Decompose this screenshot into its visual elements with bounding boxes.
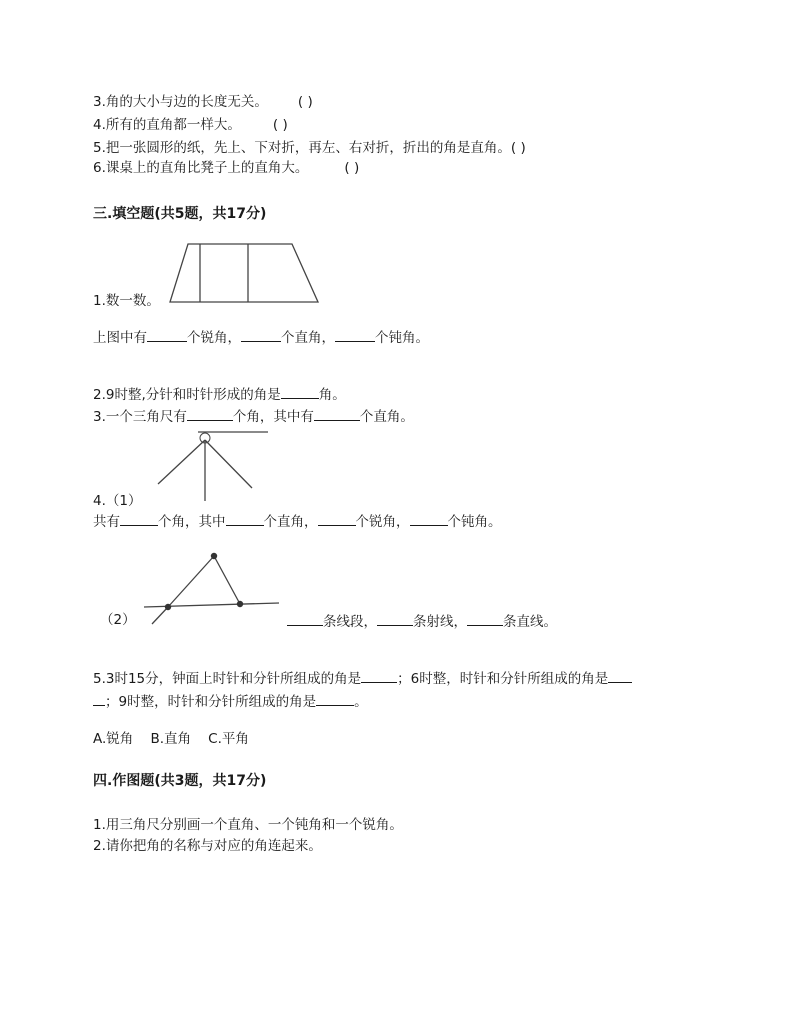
answer-blank[interactable] xyxy=(361,669,397,683)
answer-blank[interactable] xyxy=(120,512,158,526)
answer-blank[interactable] xyxy=(608,669,632,683)
draw-q1: 1.用三角尺分别画一个直角、一个钝角和一个锐角。 xyxy=(93,817,403,833)
answer-blank[interactable] xyxy=(314,407,360,421)
answer-paren[interactable]: ( ) xyxy=(510,140,526,156)
fill-q5-options: A.锐角 B.直角 C.平角 xyxy=(93,731,249,747)
section4-title: 四.作图题(共3题，共17分) xyxy=(93,773,267,789)
fill-q4-label: 4.（1） xyxy=(93,493,142,509)
section3-title: 三.填空题(共5题，共17分) xyxy=(93,206,267,222)
judge-q5: 5.把一张圆形的纸，先上、下对折，再左、右对折，折出的角是直角。( ) xyxy=(93,140,526,156)
answer-blank[interactable] xyxy=(318,512,356,526)
answer-blank[interactable] xyxy=(467,612,503,626)
judge-q6: 6.课桌上的直角比凳子上的直角大。 ( ) xyxy=(93,160,360,176)
judge-q3: 3.角的大小与边的长度无关。 ( ) xyxy=(93,94,313,110)
answer-paren[interactable]: ( ) xyxy=(297,94,313,110)
answer-blank[interactable] xyxy=(377,612,413,626)
fill-q4-2-label: （2） xyxy=(100,612,136,628)
answer-blank[interactable] xyxy=(335,328,375,342)
answer-paren[interactable]: ( ) xyxy=(344,160,360,176)
fill-q4-1: 共有 个角，其中 个直角， 个锐角， 个钝角。 xyxy=(93,514,502,530)
answer-blank[interactable] xyxy=(187,407,233,421)
answer-blank[interactable] xyxy=(93,692,105,706)
fill-q5-line2: ；9时整，时针和分针所组成的角是 。 xyxy=(93,692,368,711)
judge-q4: 4.所有的直角都一样大。 ( ) xyxy=(93,117,288,133)
fill-q5-line1: 5.3时15分，钟面上时针和分针所组成的角是 ；6时整，时针和分针所组成的角是 xyxy=(93,669,632,688)
answer-blank[interactable] xyxy=(287,612,323,626)
answer-blank[interactable] xyxy=(410,512,448,526)
answer-blank[interactable] xyxy=(241,328,281,342)
answer-blank[interactable] xyxy=(226,512,264,526)
answer-blank[interactable] xyxy=(147,328,187,342)
answer-blank[interactable] xyxy=(316,692,354,706)
draw-q2: 2.请你把角的名称与对应的角连起来。 xyxy=(93,838,322,854)
answer-paren[interactable]: ( ) xyxy=(272,117,288,133)
fill-q1: 上图中有 个锐角， 个直角， 个钝角。 xyxy=(93,330,429,346)
fill-q2: 2.9时整,分针和时针形成的角是 角。 xyxy=(93,387,346,403)
answer-blank[interactable] xyxy=(281,385,319,399)
fill-q4-2: 条线段， 条射线， 条直线。 xyxy=(287,612,557,631)
trapezoid-figure xyxy=(166,240,326,310)
angles-figure xyxy=(150,428,280,503)
fill-q3: 3.一个三角尺有 个角，其中有 个直角。 xyxy=(93,409,414,425)
fill-q1-label: 1.数一数。 xyxy=(93,293,160,309)
triangle-line-figure xyxy=(144,552,284,627)
